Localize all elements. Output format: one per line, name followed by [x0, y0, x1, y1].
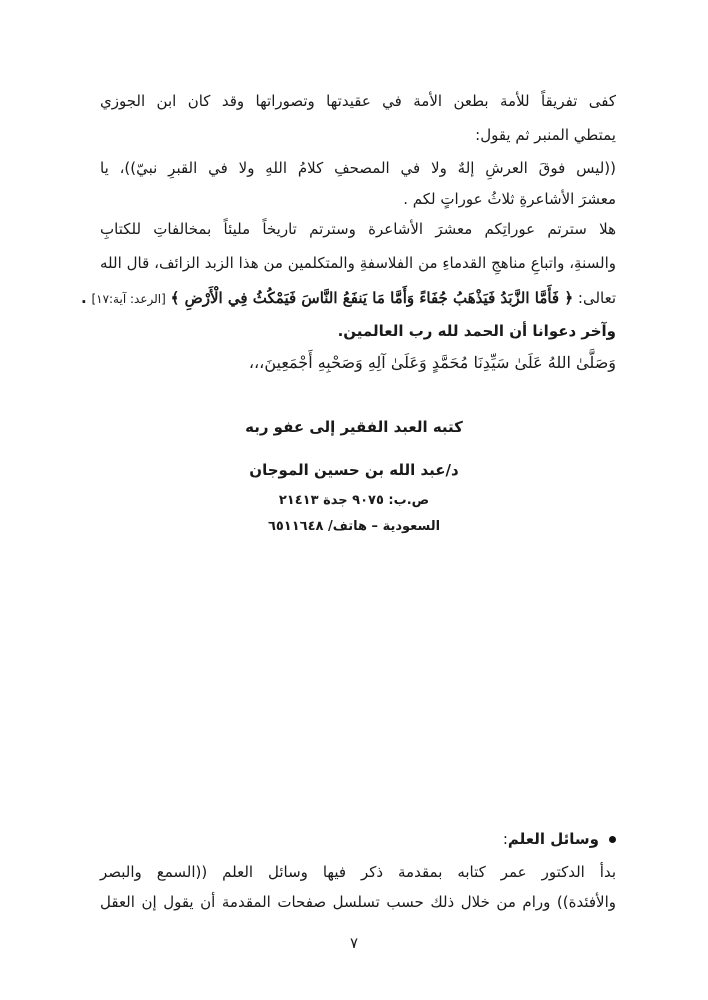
author-name: د/عبد الله بن حسين الموجان	[249, 461, 459, 479]
text-line-2: يمتطي المنبر ثم يقول:	[475, 126, 616, 144]
verse-end-mark: .	[80, 289, 87, 307]
phone-line: السعودية – هاتف/ ٦٥١١٦٤٨	[267, 519, 441, 534]
text-line-5: هلا سترتم عوراتِكم معشرَ الأشاعرة وسترتم تاريخاً مليئاً بمخالفاتِ للكتابِ	[100, 220, 616, 238]
section-heading-line	[100, 828, 616, 850]
closing-dua: وآخر دعوانا أن الحمد لله رب العالمين.	[337, 322, 616, 340]
bullet-icon	[609, 836, 616, 843]
text-line-4: معشرَ الأشاعرةِ ثلاثُ عوراتٍ لكم .	[403, 190, 616, 208]
author-intro: كتبه العبد الفقير إلى عفو ربه	[245, 418, 463, 436]
text-line-1: كفى تفريقاً للأمة بطعن الأمة في عقيدتها وتصوراتها وقد كان ابن الجوزي	[100, 92, 616, 110]
text-line-6: والسنةِ، واتباعِ مناهجِ القدماءِ من الفلاسفةِ والمتكلمين من هذا الزبد الزائف، قال الله	[100, 254, 616, 272]
page-number: ٧	[349, 934, 359, 952]
salat-line: وَصَلَّىٰ اللهُ عَلَىٰ سَيِّدِنَا مُحَمَّدٍ وَعَلَىٰ آلِهِ وَصَحْبِهِ أَجْمَعِينَ،،،	[248, 353, 616, 372]
verse-reference: [الرعد: آية:١٧]	[91, 292, 166, 306]
po-box: ص.ب: ٩٠٧٥ جدة ٢١٤١٣	[278, 493, 430, 508]
section-text-line-2: والأفئدة)) ورام من خلال ذلك حسب تسلسل صفحات المقدمة أن يقول إن العقل	[100, 893, 616, 911]
section-heading-colon: :	[502, 830, 508, 848]
text-line-3: ((ليس فوقَ العرشِ إلهٌ ولا في المصحفِ كلامُ اللهِ ولا في القبرِ نبيّ))، يا	[100, 159, 616, 177]
verse-lead: تعالى:	[577, 289, 616, 307]
section-text-line-1: بدأ الدكتور عمر كتابه بمقدمة ذكر فيها وسائل العلم ((السمع والبصر	[100, 863, 616, 881]
quran-verse: ﴿ فَأَمَّا الزَّبَدُ فَيَذْهَبُ جُفَاءً وَأَمَّا مَا يَنفَعُ النَّاسَ فَيَمْكُثُ فِي الْأَرْضِ ﴾	[170, 289, 574, 307]
verse-line	[80, 287, 616, 310]
section-heading: وسائل العلم	[507, 830, 599, 848]
